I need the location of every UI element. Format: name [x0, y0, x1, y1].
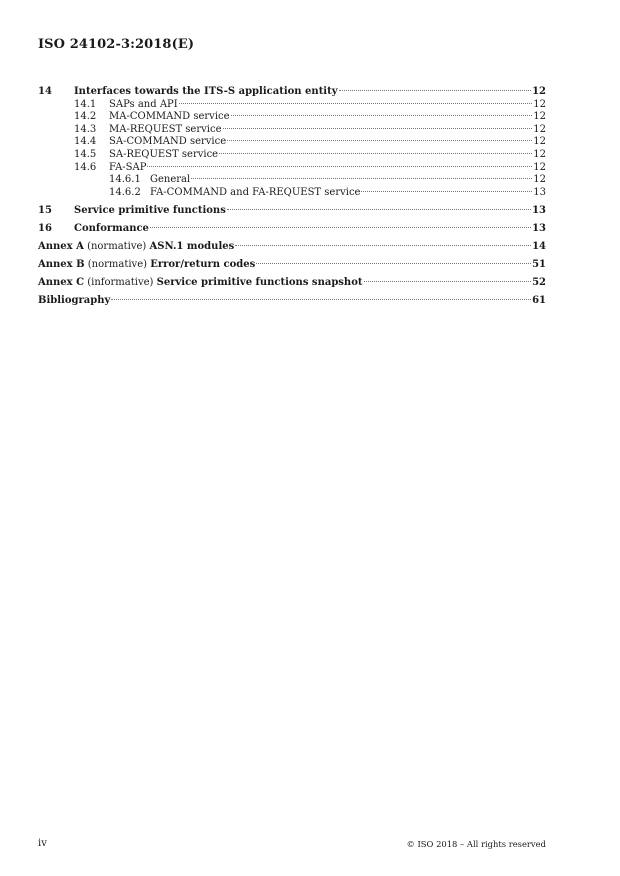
dot-leader: [111, 299, 531, 300]
toc-entry-page: 51: [532, 258, 546, 270]
toc-entry-14-3[interactable]: [38, 124, 546, 137]
toc-entry-page: 12: [533, 123, 546, 135]
toc-entry-14-5[interactable]: [38, 149, 546, 162]
dot-leader: [361, 191, 532, 192]
toc-entry-number: 14.5: [74, 148, 97, 160]
toc-entry-title: SA-COMMAND service: [109, 136, 227, 148]
toc-entry-page: 12: [533, 161, 546, 173]
annex-name: Service primitive functions snapshot: [156, 276, 363, 288]
annex-label: Annex B: [38, 258, 85, 270]
toc-entry-title: FA-COMMAND and FA-REQUEST service: [150, 186, 361, 198]
toc-entry-number: 14.6.1: [109, 174, 141, 186]
toc-entry-14-4[interactable]: [38, 136, 546, 149]
toc-entry-number: 14.3: [74, 123, 97, 135]
toc-entry-title: Bibliography: [38, 294, 111, 306]
toc-entry-title: FA-SAP: [109, 161, 147, 173]
toc-entry-number: 14.1: [74, 98, 97, 110]
toc-entry-annex-a[interactable]: [38, 241, 546, 254]
annex-type: (normative): [87, 240, 147, 252]
dot-leader: [235, 245, 531, 246]
annex-name: Error/return codes: [150, 258, 256, 270]
dot-leader: [219, 153, 532, 154]
toc-entry-page: 13: [532, 222, 546, 234]
toc-entry-14-1[interactable]: [38, 99, 546, 112]
annex-type: (informative): [87, 276, 154, 288]
toc-entry-title: MA-COMMAND service: [109, 111, 230, 123]
toc-entry-number: 16: [38, 222, 52, 234]
toc-entry-number: 14: [38, 86, 52, 97]
annex-title: [38, 259, 255, 272]
toc-entry-14[interactable]: [38, 86, 546, 99]
dot-leader: [179, 103, 533, 104]
toc-entry-page: 13: [532, 204, 546, 216]
annex-type: (normative): [87, 258, 148, 270]
toc-entry-page: 12: [533, 136, 546, 148]
toc-entry-number: 14.6: [74, 161, 97, 173]
table-of-contents: [38, 86, 546, 307]
toc-entry-15[interactable]: [38, 205, 546, 218]
toc-entry-page: 14: [532, 240, 546, 252]
toc-entry-page: 12: [533, 148, 546, 160]
toc-entry-page: 52: [532, 276, 546, 288]
page-number: iv: [38, 838, 47, 849]
toc-entry-title: Service primitive functions: [74, 204, 226, 216]
annex-title: [38, 241, 234, 254]
dot-leader: [227, 209, 531, 210]
toc-entry-number: 15: [38, 204, 52, 216]
dot-leader: [339, 90, 532, 91]
toc-entry-page: 12: [533, 98, 546, 110]
dot-leader: [191, 178, 532, 179]
toc-entry-14-2[interactable]: [38, 111, 546, 124]
toc-entry-14-6-2[interactable]: [38, 187, 546, 200]
dot-leader: [147, 166, 532, 167]
toc-entry-14-6[interactable]: [38, 162, 546, 175]
dot-leader: [364, 281, 532, 282]
toc-entry-bibliography[interactable]: [38, 295, 546, 308]
document-id-header: ISO 24102-3:2018(E): [38, 37, 195, 52]
toc-entry-page: 12: [533, 174, 546, 186]
annex-label: Annex A: [38, 240, 84, 252]
toc-entry-number: 14.4: [74, 136, 97, 148]
toc-entry-annex-c[interactable]: [38, 277, 546, 290]
toc-entry-page: 13: [533, 186, 546, 198]
dot-leader: [227, 140, 532, 141]
dot-leader: [231, 115, 533, 116]
dot-leader: [223, 128, 533, 129]
annex-label: Annex C: [38, 276, 85, 288]
toc-entry-page: 12: [533, 111, 546, 123]
toc-entry-14-6-1[interactable]: [38, 174, 546, 187]
dot-leader: [256, 263, 531, 264]
toc-entry-number: 14.6.2: [109, 186, 141, 198]
toc-entry-16[interactable]: [38, 223, 546, 236]
toc-entry-title: Conformance: [74, 222, 149, 234]
toc-entry-title: MA-REQUEST service: [109, 123, 222, 135]
toc-entry-page: 12: [532, 86, 546, 97]
toc-entry-number: 14.2: [74, 111, 97, 123]
annex-name: ASN.1 modules: [149, 240, 235, 252]
toc-entry-page: 61: [532, 294, 546, 306]
toc-entry-title: SA-REQUEST service: [109, 148, 219, 160]
toc-entry-title: SAPs and API: [109, 98, 178, 110]
toc-entry-title: General: [150, 174, 191, 186]
annex-title: [38, 277, 363, 290]
toc-entry-title: Interfaces towards the ITS-S application entity: [74, 86, 338, 97]
dot-leader: [150, 227, 531, 228]
copyright-notice: © ISO 2018 – All rights reserved: [406, 839, 546, 849]
toc-entry-annex-b[interactable]: [38, 259, 546, 272]
